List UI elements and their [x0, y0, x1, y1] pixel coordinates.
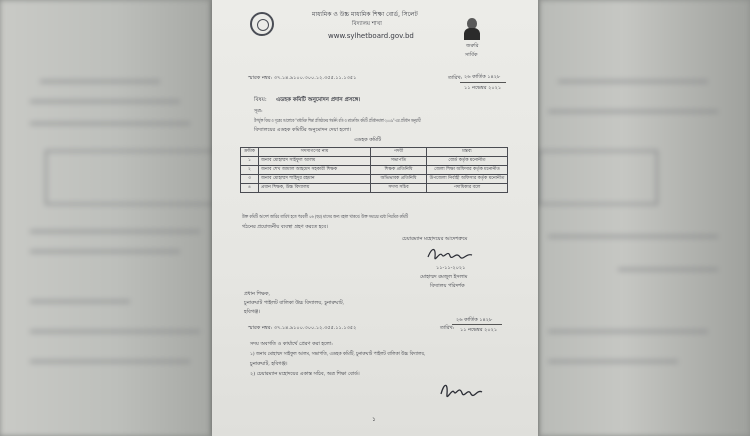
table-cell: জনাব শেখ জামাল আহমেদ সহকারী শিক্ষক: [259, 166, 371, 175]
column-header: ক্রমিক: [241, 148, 259, 157]
memo2-date-divider: [452, 324, 502, 325]
reference-label: সূত্র:: [254, 108, 263, 114]
table-cell: জেলা শিক্ষা অফিসার কর্তৃক মনোনীত: [427, 166, 508, 175]
column-header: পদবী: [371, 148, 427, 157]
body-text-line1: উপর্যুক্ত বিষয় ও সূত্রের আলোকে "মাধ্যমিক শিক্ষা প্রতিষ্ঠানের গভর্নিং বডি ও ম্যানেজিং কমিটি প্রবিধানমালা-২০০৯"-এর প্রবিধান অনুযায়ী: [254, 118, 421, 124]
table-cell: বোর্ড কর্তৃক মনোনীত: [427, 157, 508, 166]
table-cell: উপজেলা নির্বাহী অফিসার কর্তৃক মনোনীত: [427, 175, 508, 184]
table-cell: ২: [241, 166, 259, 175]
table-cell: জনাব মোহাম্মদ শাহিদুর রহমান: [259, 175, 371, 184]
table-cell: জনাব মোহাম্মদ সাইফুল আলম: [259, 157, 371, 166]
table-cell: ১: [241, 157, 259, 166]
committee-caption: এডহক কমিটি: [354, 137, 382, 143]
subject-text: এডহক কমিটি অনুমোদন প্রদান প্রসঙ্গে।: [276, 97, 361, 103]
table-cell: ৪: [241, 184, 259, 193]
table-cell: ৩: [241, 175, 259, 184]
board-seal-icon: [250, 12, 274, 36]
signature-date: ১১-১১-২০২১: [436, 265, 466, 271]
table-header-row: [241, 148, 508, 157]
column-header: মন্তব্য: [427, 148, 508, 157]
board-name: মাধ্যমিক ও উচ্চ মাধ্যমিক শিক্ষা বোর্ড, সিলেট: [312, 11, 418, 18]
table-row: [241, 175, 508, 184]
date-bangla: ২৬ কার্তিক ১৪২৮: [464, 74, 501, 80]
table-cell: অভিভাবক প্রতিনিধি: [371, 175, 427, 184]
table-row: [241, 166, 508, 175]
document-page: [212, 0, 538, 436]
committee-table: [240, 147, 508, 193]
blurred-background-right: [538, 0, 750, 436]
table-cell: সদস্য সচিব: [371, 184, 427, 193]
signatory-title: বিদ্যালয় পরিদর্শক: [430, 283, 465, 289]
column-header: সদস্যগণের নাম: [259, 148, 371, 157]
copy-item-2: ২) চেয়ারম্যান মহোদয়ের একান্ত সচিব, অত্র শিক্ষা বোর্ড।: [250, 371, 360, 377]
table-row: [241, 157, 508, 166]
order-line: চেয়ারম্যান মহোদয়ের আদেশক্রমে: [402, 236, 468, 242]
recipient-line2: চুনারুঘাট পাইলট বালিকা উচ্চ বিদ্যালয়, চুনারুঘাট,: [244, 300, 345, 306]
branch-name: বিদ্যালয় শাখা: [352, 21, 382, 27]
table-cell: পদাধিকার বলে: [427, 184, 508, 193]
body-after-line2: গঠনের প্রয়োজনীয় ব্যবস্থা গ্রহণ করতে হবে।: [242, 224, 328, 230]
memo-reference: স্মারক নম্বর: ৩৭.১৪.৯১০০.৩০০.১২.৩৫৫.১১.১৩৫১: [248, 75, 357, 81]
date-label: তারিখ:: [448, 75, 463, 81]
recipient-line3: হবিগঞ্জ।: [244, 309, 261, 315]
copy-item-1-cont: চুনারুঘাট, হবিগঞ্জ।: [250, 361, 288, 367]
copy-item-1: ১) জনাব মোহাম্মদ সাইফুল আলম, সভাপতি, এডহক কমিটি, চুনারুঘাট পাইলট বালিকা উচ্চ বিদ্যালয়,: [250, 351, 426, 357]
portrait-icon: [463, 18, 481, 40]
page-number: ১: [372, 416, 376, 423]
table-cell: সভাপতি: [371, 157, 427, 166]
badge-general: সার্বিক: [465, 52, 478, 58]
signature-icon: [426, 245, 474, 265]
signature-icon: [438, 380, 484, 404]
table-cell: শিক্ষক প্রতিনিধি: [371, 166, 427, 175]
memo2-date-label: তারিখ:: [440, 325, 455, 331]
badge-urgent: জরুরি: [466, 43, 479, 49]
blurred-background-left: [0, 0, 212, 436]
website-link[interactable]: www.sylhetboard.gov.bd: [328, 32, 414, 40]
date-divider: [460, 82, 506, 83]
memo2-date-english: ১১ নভেম্বর ২০২১: [460, 327, 498, 333]
body-after-line1: উক্ত কমিটি আদেশ জারির তারিখ হতে পরবর্তী ০৬ (ছয়) মাসের জন্য বহাল থাকবে। উক্ত সময়ের মধ্যে নিয়মিত কমিটি: [242, 214, 409, 220]
recipient-line1: প্রধান শিক্ষক,: [244, 291, 271, 297]
memo2-date-bangla: ২৬ কার্তিক ১৪২৮: [456, 317, 493, 323]
signatory-name: মোহাম্মদ রমজুল ইসলাম: [420, 274, 468, 280]
copy-intro: সদয় অবগতি ও কার্যার্থে প্রেরণ করা হলো:: [250, 341, 333, 347]
subject-label: বিষয়:: [254, 97, 267, 103]
table-cell: প্রধান শিক্ষক, উচ্চ বিদ্যালয়: [259, 184, 371, 193]
body-text-line2: বিদ্যালয়ের এডহক কমিটির অনুমোদন দেয়া হলো।: [254, 127, 352, 133]
table-row: [241, 184, 508, 193]
memo2-reference: স্মারক নম্বর: ৩৭.১৪.৯১০০.৩০০.১২.৩৫৫.১১.১৩৫২: [248, 325, 357, 331]
date-english: ১১ নভেম্বর ২০২১: [464, 85, 502, 91]
